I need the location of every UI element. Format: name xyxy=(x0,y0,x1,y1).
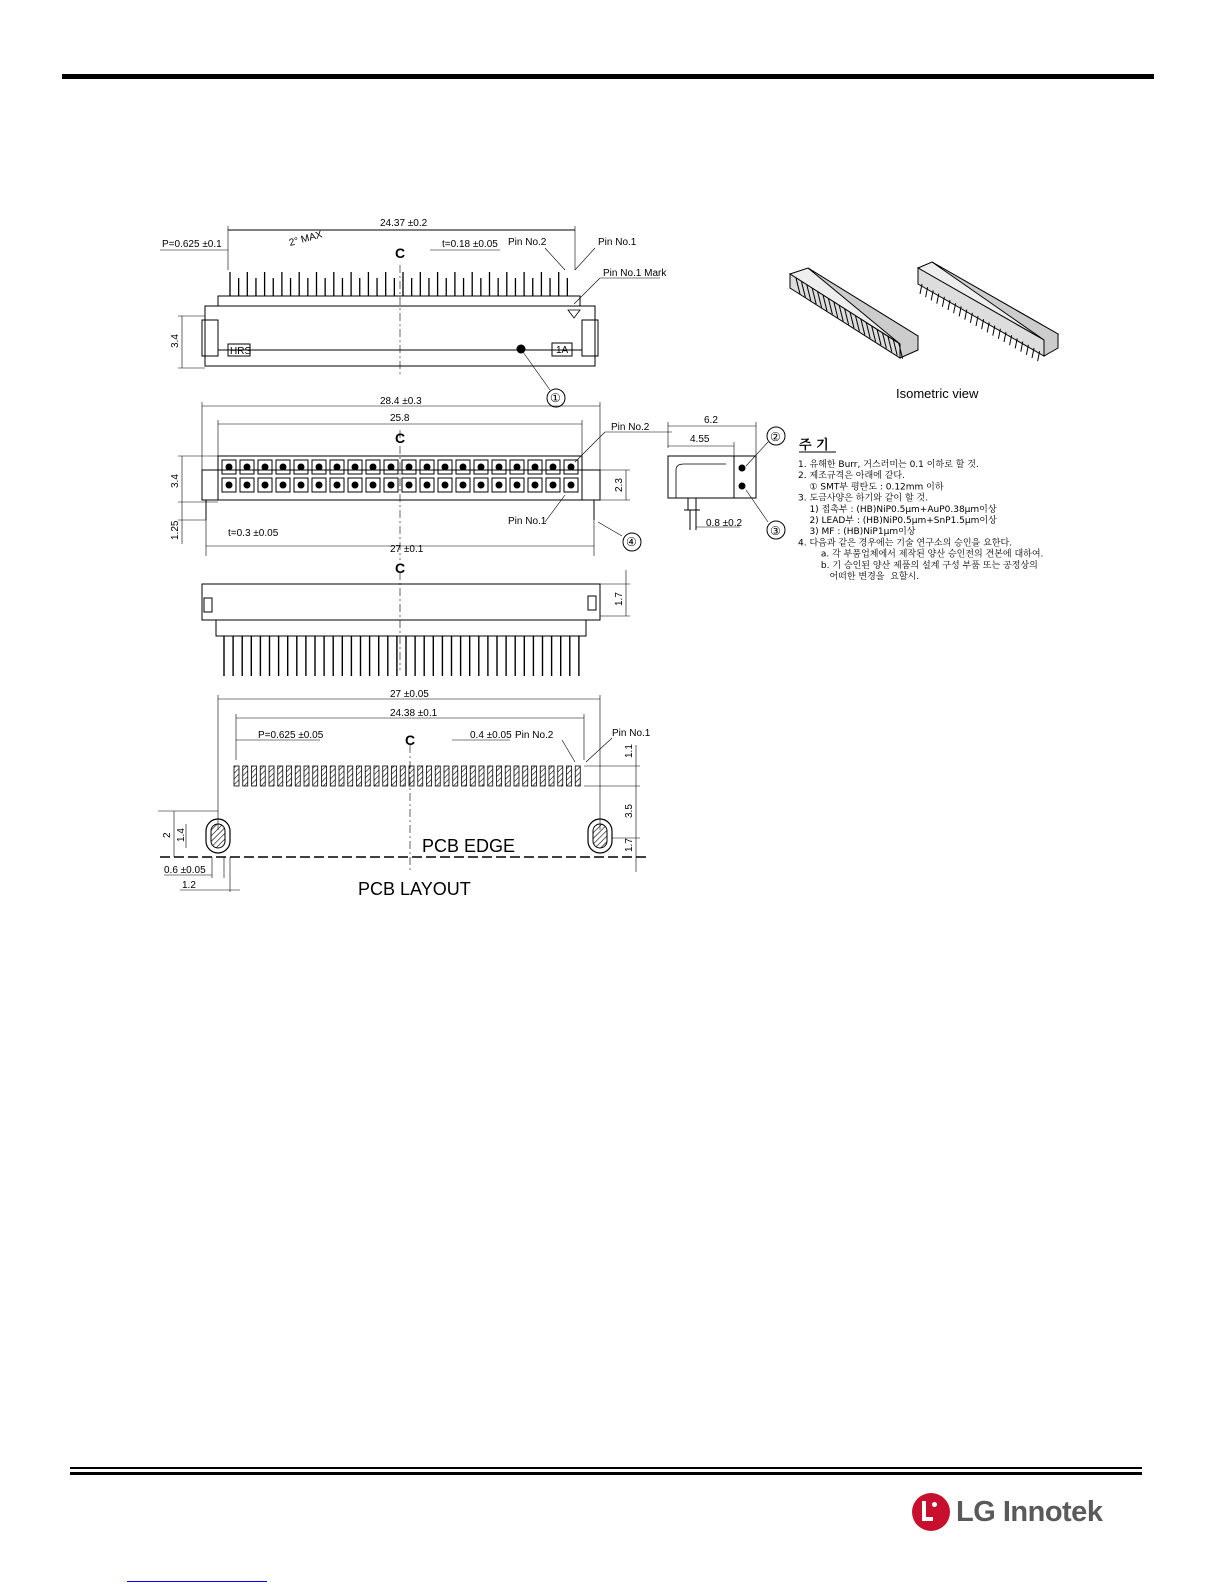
contact-dot xyxy=(550,464,556,470)
pcb-pad xyxy=(409,766,414,786)
contact-dot xyxy=(424,464,430,470)
pcb-pad xyxy=(505,766,510,786)
contact-dot xyxy=(496,482,502,488)
contact-dot xyxy=(568,482,574,488)
pcb-pad xyxy=(479,766,484,786)
centerline-symbol-2: C xyxy=(395,430,406,446)
contact-dot xyxy=(226,482,232,488)
pcb-pad xyxy=(497,766,502,786)
contact-dot xyxy=(244,464,250,470)
bottom-dim: 1.7 xyxy=(614,592,625,606)
pcb-pad xyxy=(392,766,397,786)
contact-dot xyxy=(334,482,340,488)
pcb-hole-offset-dim: 0.6 ±0.05 xyxy=(164,865,206,876)
front-inner-dim: 25.8 xyxy=(390,413,410,424)
front-thickness-dim: t=0.3 ±0.05 xyxy=(228,528,279,539)
pcb-pad xyxy=(269,766,274,786)
pcb-pad xyxy=(374,766,379,786)
footer-link-underline[interactable] xyxy=(127,1581,267,1582)
contact-dot xyxy=(370,464,376,470)
pcb-pad xyxy=(427,766,432,786)
top-angle-dim: 2° MAX xyxy=(287,229,324,249)
contact-dot xyxy=(568,464,574,470)
contact-dot xyxy=(424,482,430,488)
contact-dot xyxy=(406,482,412,488)
pcb-pad xyxy=(444,766,449,786)
pcb-hole-inner-dim: 1.4 xyxy=(176,828,187,842)
pcb-pad xyxy=(418,766,423,786)
top-view xyxy=(160,226,660,407)
contact-dot xyxy=(406,464,412,470)
pcb-pad xyxy=(348,766,353,786)
pcb-layout-label: PCB LAYOUT xyxy=(358,879,471,899)
centerline-symbol-3: C xyxy=(395,560,406,576)
pcb-pad xyxy=(575,766,580,786)
revision-mark: 1A xyxy=(556,345,569,356)
pcb-pad-length-dim: 1.1 xyxy=(624,744,635,758)
pcb-pad xyxy=(514,766,519,786)
front-bottom-dim: 27 ±0.1 xyxy=(390,544,424,555)
pcb-pin2-label: Pin No.2 xyxy=(515,730,554,741)
note-line: ① SMT부 평탄도 : 0.12mm 이하 xyxy=(798,482,944,493)
lg-innotek-logo xyxy=(912,1493,1102,1531)
top-thickness-dim: t=0.18 ±0.05 xyxy=(442,239,498,250)
contact-dot xyxy=(442,464,448,470)
pcb-edge-offset-dim: 1.7 xyxy=(624,838,635,852)
pcb-pad xyxy=(400,766,405,786)
contact-dot xyxy=(514,464,520,470)
note-line: 어떠한 변경을 요할시. xyxy=(798,572,920,582)
pcb-pin1-label: Pin No.1 xyxy=(612,728,651,739)
front-height-dim: 3.4 xyxy=(170,474,181,488)
front-pin2-label: Pin No.2 xyxy=(611,422,650,433)
pcb-pad xyxy=(313,766,318,786)
isometric-caption: Isometric view xyxy=(896,386,979,401)
pcb-pad xyxy=(287,766,292,786)
side-foot-dim: 0.8 ±0.2 xyxy=(706,518,743,529)
contact-dot xyxy=(316,482,322,488)
centerline-symbol-4: C xyxy=(405,732,416,748)
callout-3: ③ xyxy=(770,524,781,538)
pcb-pad xyxy=(549,766,554,786)
side-depth-dim: 6.2 xyxy=(704,415,718,426)
pcb-overall-dim: 27 ±0.05 xyxy=(390,689,429,700)
contact-dot xyxy=(514,482,520,488)
bottom-view xyxy=(202,570,630,676)
pcb-pad xyxy=(322,766,327,786)
centerline-symbol: C xyxy=(395,245,406,261)
front-overall-dim: 28.4 ±0.3 xyxy=(380,396,422,407)
footer-rule-thick xyxy=(70,1472,1142,1475)
pcb-pad xyxy=(567,766,572,786)
side-inner-dim: 4.55 xyxy=(690,434,710,445)
contact-dot xyxy=(532,482,538,488)
pcb-pad xyxy=(383,766,388,786)
front-depth-dim: 2.3 xyxy=(614,478,625,492)
note-line: 3. 도금사양은 하기와 같이 할 것. xyxy=(798,493,929,504)
pcb-hole-height-dim: 2 xyxy=(162,832,173,838)
pcb-pad xyxy=(532,766,537,786)
pcb-hole-width-dim: 1.2 xyxy=(182,880,196,891)
pcb-pad xyxy=(339,766,344,786)
callout-2: ② xyxy=(770,430,781,444)
pcb-pad xyxy=(234,766,239,786)
pcb-pad xyxy=(488,766,493,786)
top-pin2-label: Pin No.2 xyxy=(508,237,547,248)
pcb-pad xyxy=(435,766,440,786)
pcb-pad xyxy=(295,766,300,786)
pcb-pad xyxy=(278,766,283,786)
pcb-layout xyxy=(158,695,650,892)
contact-dot xyxy=(280,482,286,488)
lg-logo-icon xyxy=(912,1493,950,1531)
note-line: 4. 다음과 같은 경우에는 기술 연구소의 승인을 요한다. xyxy=(798,538,1013,549)
top-overall-dim: 24.37 ±0.2 xyxy=(380,218,428,229)
note-line: a. 각 부품업체에서 제작된 양산 승인전의 견본에 대하여. xyxy=(798,549,1044,560)
contact-dot xyxy=(352,482,358,488)
contact-dot xyxy=(442,482,448,488)
note-line: 2. 제조규격은 아래에 같다. xyxy=(798,471,905,482)
pcb-pad xyxy=(470,766,475,786)
contact-dot xyxy=(334,464,340,470)
contact-dot xyxy=(478,482,484,488)
note-line: b. 기 승인된 양산 제품의 설계 구성 부품 또는 공정상의 xyxy=(798,560,1038,571)
notes-title: 주 기 xyxy=(799,438,829,453)
pcb-gap-dim: 3.5 xyxy=(624,804,635,818)
front-lead-dim: 1.25 xyxy=(170,520,181,540)
pcb-pad xyxy=(462,766,467,786)
contact-dot xyxy=(226,464,232,470)
contact-dot xyxy=(388,482,394,488)
contact-dot xyxy=(388,464,394,470)
top-pin1-label: Pin No.1 xyxy=(598,237,637,248)
footer-rule xyxy=(70,1467,1142,1469)
pcb-pad xyxy=(365,766,370,786)
callout-1: ① xyxy=(550,391,561,405)
contact-dot xyxy=(262,482,268,488)
contact-dot xyxy=(370,482,376,488)
pcb-pad xyxy=(523,766,528,786)
contact-dot xyxy=(298,464,304,470)
contact-dot xyxy=(532,464,538,470)
contact-dot xyxy=(316,464,322,470)
pcb-pad xyxy=(260,766,265,786)
note-line: 2) LEAD부 : (HB)NiP0.5μm+SnP1.5μm이상 xyxy=(798,516,997,526)
contact-dot xyxy=(496,464,502,470)
pcb-pad xyxy=(453,766,458,786)
note-line: 3) MF : (HB)NiP1μm이상 xyxy=(798,527,916,538)
top-pitch-dim: P=0.625 ±0.1 xyxy=(162,239,222,250)
contact-dot xyxy=(298,482,304,488)
pcb-pad xyxy=(558,766,563,786)
contact-dot xyxy=(262,464,268,470)
pcb-pad xyxy=(330,766,335,786)
pcb-pad-width-dim: 0.4 ±0.05 xyxy=(470,730,512,741)
contact-dot xyxy=(460,464,466,470)
contact-dot xyxy=(550,482,556,488)
pcb-pad xyxy=(357,766,362,786)
brand-name: LG Innotek xyxy=(956,1495,1103,1528)
top-pin1-mark-label: Pin No.1 Mark xyxy=(603,268,667,279)
contact-dot xyxy=(352,464,358,470)
pcb-edge-label: PCB EDGE xyxy=(422,836,516,856)
front-pin1-label: Pin No.1 xyxy=(508,516,547,527)
pcb-pitch-dim: P=0.625 ±0.05 xyxy=(258,730,324,741)
contact-dot xyxy=(460,482,466,488)
contact-dot xyxy=(244,482,250,488)
pcb-pad-span-dim: 24.38 ±0.1 xyxy=(390,708,438,719)
isometric-view xyxy=(790,262,1058,361)
pcb-pad xyxy=(304,766,309,786)
maker-mark: HRS xyxy=(230,346,252,357)
note-line: 1) 접촉부 : (HB)NiP0.5μm+AuP0.38μm이상 xyxy=(798,504,997,515)
contact-dot xyxy=(280,464,286,470)
callout-4: ④ xyxy=(626,535,637,549)
note-line: 1. 유해한 Burr, 거스러미는 0.1 이하로 할 것. xyxy=(798,460,979,470)
pcb-pad xyxy=(243,766,248,786)
top-height-dim: 3.4 xyxy=(170,334,181,348)
pcb-pad xyxy=(252,766,257,786)
notes-list xyxy=(798,458,1043,582)
pcb-pad xyxy=(540,766,545,786)
contact-dot xyxy=(478,464,484,470)
